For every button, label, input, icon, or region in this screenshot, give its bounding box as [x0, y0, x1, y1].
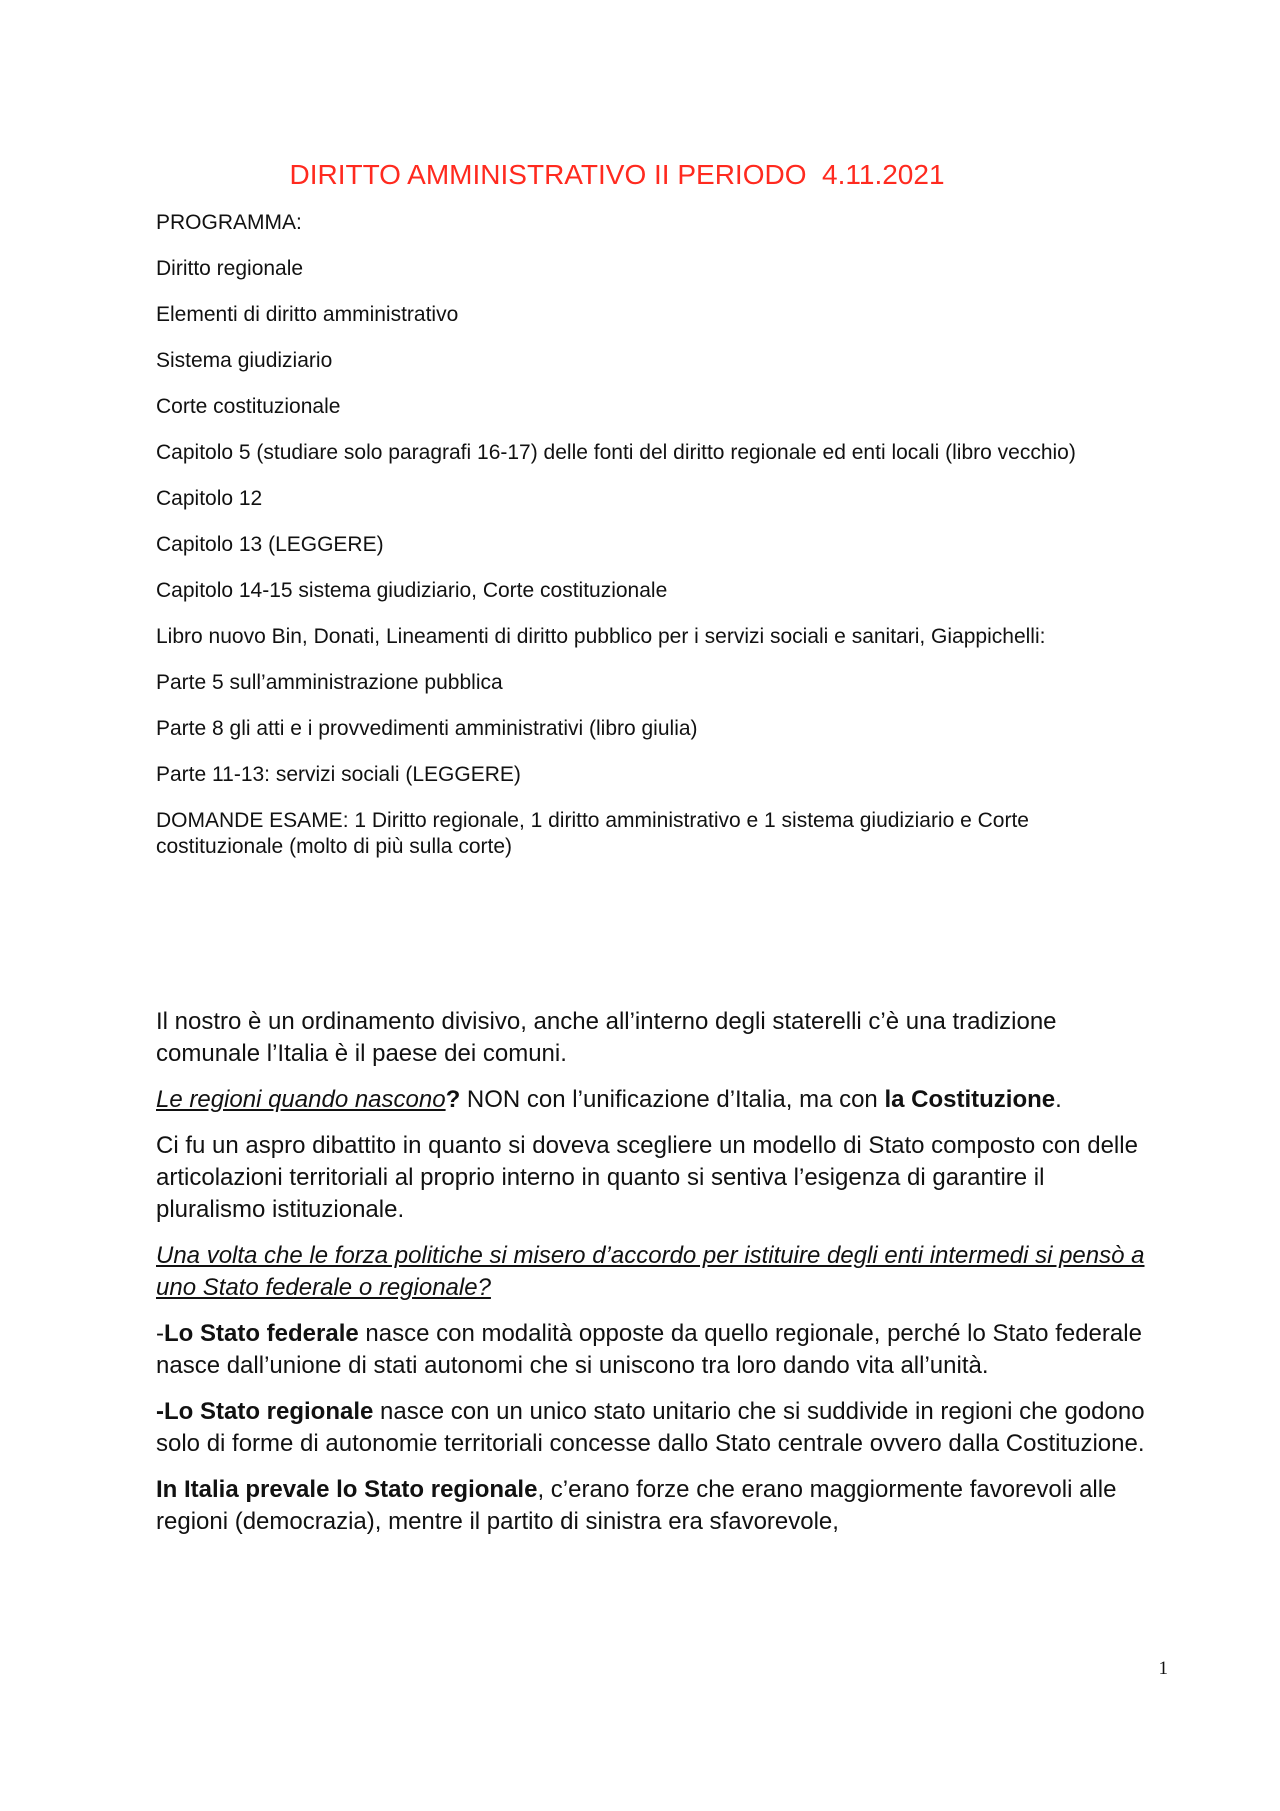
program-item: Corte costituzionale: [156, 395, 341, 418]
answer-text: NON con l’unificazione d’Italia, ma con: [460, 1086, 885, 1113]
paragraph-stato-regionale: [156, 1396, 1146, 1460]
program-item: Parte 5 sull’amministrazione pubblica: [156, 671, 503, 694]
question-mark: ?: [445, 1086, 461, 1113]
page-title: DIRITTO AMMINISTRATIVO II PERIODO 4.11.2021: [289, 159, 945, 190]
program-item: Sistema giudiziario: [156, 349, 333, 372]
answer-end: .: [1055, 1086, 1062, 1113]
question-federale-regionale: Una volta che le forza politiche si misero d’accordo per istituire degli enti intermedi si pensò a uno Stato federale o regionale?: [156, 1242, 1145, 1301]
term-stato-regionale: -Lo Stato regionale: [156, 1398, 374, 1425]
program-item: Elementi di diritto amministrativo: [156, 303, 459, 326]
program-item: Capitolo 12: [156, 487, 263, 510]
paragraph-text: , c’erano forze che erano maggiormente favorevoli alle regioni (democrazia), mentre il partito di sinistra era sfavorevole,: [156, 1476, 1117, 1535]
program-section: [156, 210, 1116, 880]
program-item: Capitolo 14-15 sistema giudiziario, Corte costituzionale: [156, 579, 668, 602]
paragraph-italia: [156, 1474, 1146, 1538]
page-number: 1: [1158, 1658, 1168, 1679]
program-item: Parte 11-13: servizi sociali (LEGGERE): [156, 763, 521, 786]
definition-text: nasce con un unico stato unitario che si suddivide in regioni che godono solo di forme di autonomie territoriali concesse dallo Stato centrale ovvero dalla Costituzione.: [156, 1398, 1145, 1457]
term-italia: In Italia prevale lo Stato regionale: [156, 1476, 538, 1503]
paragraph-ordinamento: Il nostro è un ordinamento divisivo, anche all’interno degli staterelli c’è una tradizione comunale l’Italia è il paese dei comuni.: [156, 1008, 1057, 1067]
program-item: DOMANDE ESAME: 1 Diritto regionale, 1 diritto amministrativo e 1 sistema giudiziario e Corte costituzionale (molto di più sulla corte): [156, 809, 1029, 858]
paragraph-regioni-nascita: [156, 1084, 1146, 1116]
program-item: Capitolo 5 (studiare solo paragrafi 16-17) delle fonti del diritto regionale ed enti locali (libro vecchio): [156, 441, 1076, 464]
program-item: Diritto regionale: [156, 257, 304, 280]
term-stato-federale: Lo Stato federale: [164, 1320, 359, 1347]
program-item: Parte 8 gli atti e i provvedimenti amministrativi (libro giulia): [156, 717, 698, 740]
program-item: Capitolo 13 (LEGGERE): [156, 533, 384, 556]
question-text: Le regioni quando nascono: [156, 1086, 446, 1113]
paragraph-stato-federale: [156, 1318, 1146, 1382]
program-item: Libro nuovo Bin, Donati, Lineamenti di diritto pubblico per i servizi sociali e sanitari, Giappichelli:: [156, 625, 1046, 648]
definition-text: nasce con modalità opposte da quello regionale, perché lo Stato federale nasce dall’unione di stati autonomi che si uniscono tra loro dando vita all’unità.: [156, 1320, 1142, 1379]
dash: -: [156, 1320, 164, 1347]
paragraph-dibattito: Ci fu un aspro dibattito in quanto si doveva scegliere un modello di Stato composto con delle articolazioni territoriali al proprio interno in quanto si sentiva l’esigenza di garantire il pluralismo istituzionale.: [156, 1132, 1138, 1223]
body-text: [156, 1006, 1146, 1552]
program-heading: PROGRAMMA:: [156, 211, 302, 234]
answer-bold: la Costituzione: [884, 1086, 1056, 1113]
